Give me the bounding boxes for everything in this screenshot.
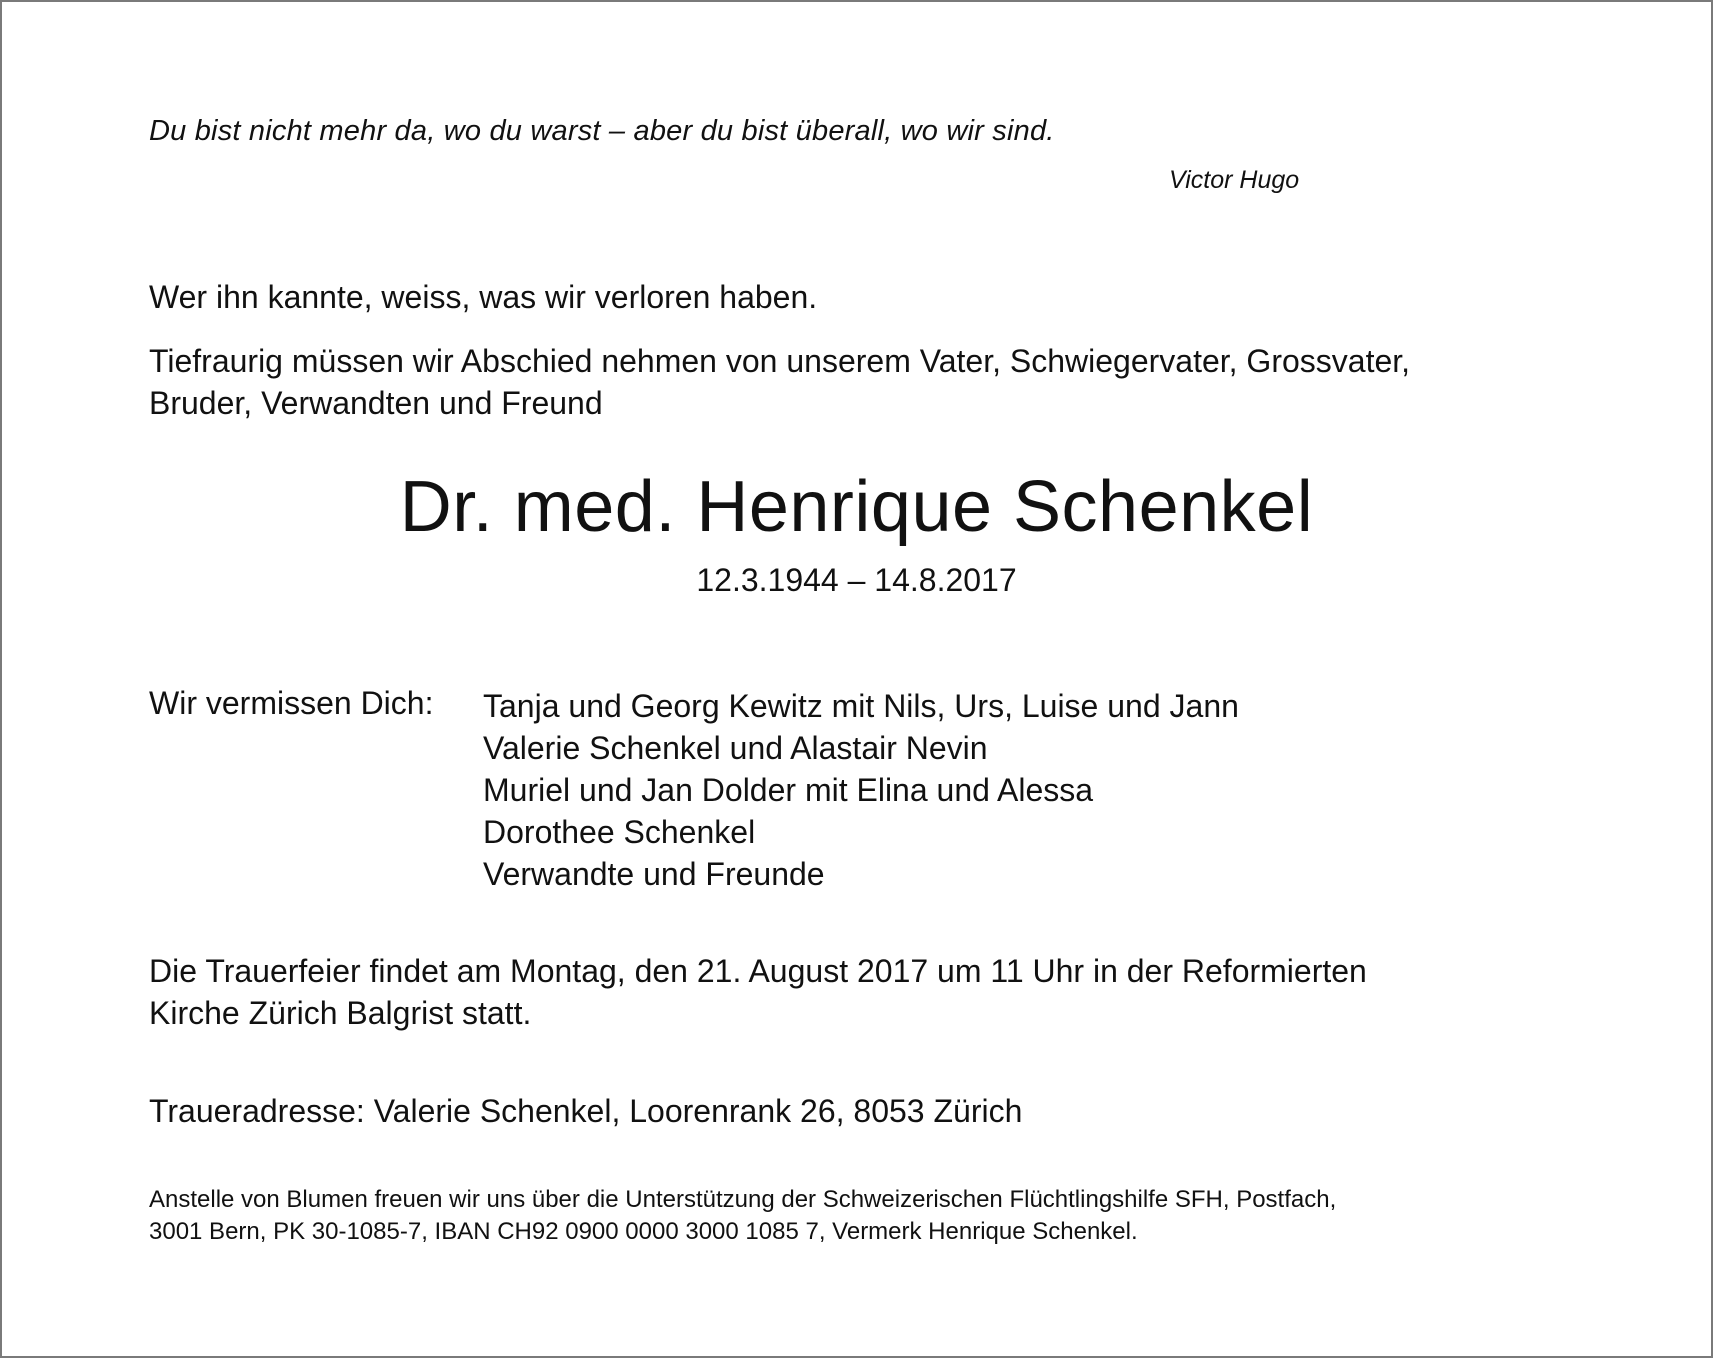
survivor-entry: Tanja und Georg Kewitz mit Nils, Urs, Luise und Jann [483,688,1239,724]
funeral-info [149,950,1367,1034]
quote-author: Victor Hugo [1169,166,1300,194]
survivors-list [483,685,1239,895]
farewell-line-1: Tiefraurig müssen wir Abschied nehmen von unserem Vater, Schwiegervater, Grossvater, [149,343,1411,379]
survivor-entry: Valerie Schenkel und Alastair Nevin [483,730,988,766]
donation-line-1: Anstelle von Blumen freuen wir uns über die Unterstützung der Schweizerischen Flüchtlingshilfe SFH, Postfach, [149,1186,1337,1213]
survivor-entry: Dorothee Schenkel [483,814,756,850]
donation-note [149,1184,1336,1248]
survivor-entry: Verwandte und Freunde [483,856,825,892]
survivors-label: Wir vermissen Dich: [149,685,434,721]
intro-line: Wer ihn kannte, weiss, was wir verloren haben. [149,279,818,315]
survivor-entry: Muriel und Jan Dolder mit Elina und Alessa [483,772,1094,808]
funeral-line-2: Kirche Zürich Balgrist statt. [149,995,532,1031]
farewell-paragraph [149,340,1410,424]
donation-line-2: 3001 Bern, PK 30-1085-7, IBAN CH92 0900 0000 3000 1085 7, Vermerk Henrique Schenkel. [149,1218,1138,1245]
mourning-address: Traueradresse: Valerie Schenkel, Loorenrank 26, 8053 Zürich [149,1093,1023,1129]
life-dates: 12.3.1944 – 14.8.2017 [696,562,1017,598]
quote-text: Du bist nicht mehr da, wo du warst – aber du bist überall, wo wir sind. [149,115,1055,147]
farewell-line-2: Bruder, Verwandten und Freund [149,385,603,421]
funeral-line-1: Die Trauerfeier findet am Montag, den 21. August 2017 um 11 Uhr in der Reformierten [149,953,1367,989]
deceased-name: Dr. med. Henrique Schenkel [399,467,1314,547]
